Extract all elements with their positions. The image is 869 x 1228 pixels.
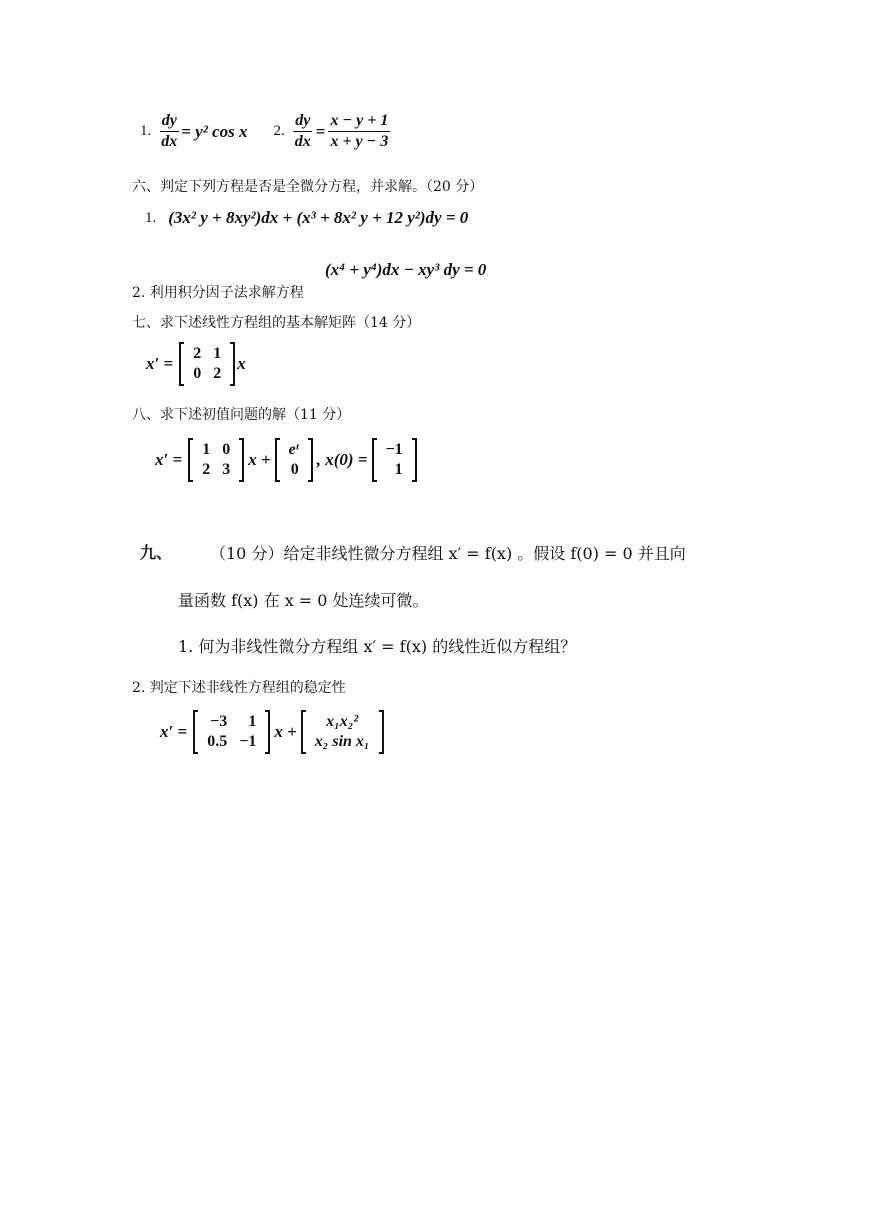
problem9-equation: x′ = −3 1 0.5 −1 x + x₁x₂² x₂ sin x₁ (160, 710, 386, 754)
rhs-fraction: $\frac{x - y + 1}{x + y - 3}$ (330, 112, 389, 150)
item-number: 2. (273, 123, 285, 139)
coefficient-matrix: 2 1 0 2 (179, 342, 235, 386)
problem9-line2: 量函数 f(x) 在 x = 0 处连续可微。 (178, 591, 429, 610)
coefficient-matrix: −3 1 0.5 −1 (193, 710, 270, 754)
problem7-heading: 七、求下述线性方程组的基本解矩阵（14 分） (132, 315, 421, 331)
problem6-heading: 六、判定下列方程是否是全微分方程，并求解。（20 分） (132, 179, 484, 195)
problem6-eq1: 1. (3x² y + 8xy²)dx + (x³ + 8x² y + 12 y²)dy = 0 (145, 208, 469, 227)
equation-rhs: = y² cos x (181, 121, 248, 141)
problem8-equation: x′ = 1 0 2 3 x + eᵗ 0 , x(0) = −1 1 (155, 438, 419, 482)
derivative-fraction: $\frac{dy}{dx}$ (161, 112, 178, 150)
initial-vector: −1 1 (372, 438, 417, 482)
item-number: 1. (140, 123, 152, 139)
problem9-question2: 2. 判定下述非线性方程组的稳定性 (132, 680, 346, 696)
problem8-heading: 八、求下述初值问题的解（11 分） (132, 407, 351, 423)
coefficient-matrix: 1 0 2 3 (188, 438, 244, 482)
problem9-line1: （10 分）给定非线性微分方程组 x′ = f(x) 。假设 f(0) = 0 并且向 (210, 544, 686, 563)
problem9-label: 九、 (140, 543, 173, 562)
derivative-fraction: $\frac{dy}{dx}$ (294, 112, 311, 150)
problem6-eq2: (x⁴ + y⁴)dx − xy³ dy = 0 (325, 260, 487, 279)
problem5-equations: 1. $\frac{dy}{dx}$ = y² cos x 2. $\frac{dy}{dx}$ = $\frac{x - y + 1}{x + y - 3}$ (140, 112, 389, 150)
problem7-equation: x′ = 2 1 0 2 x (146, 342, 246, 386)
problem9-question1: 1. 何为非线性微分方程组 x′ = f(x) 的线性近似方程组？ (178, 637, 577, 656)
problem6-item2-text: 2. 利用积分因子法求解方程 (132, 285, 304, 301)
nonlinear-vector: x₁x₂² x₂ sin x₁ (301, 710, 384, 754)
forcing-vector: eᵗ 0 (275, 438, 313, 482)
